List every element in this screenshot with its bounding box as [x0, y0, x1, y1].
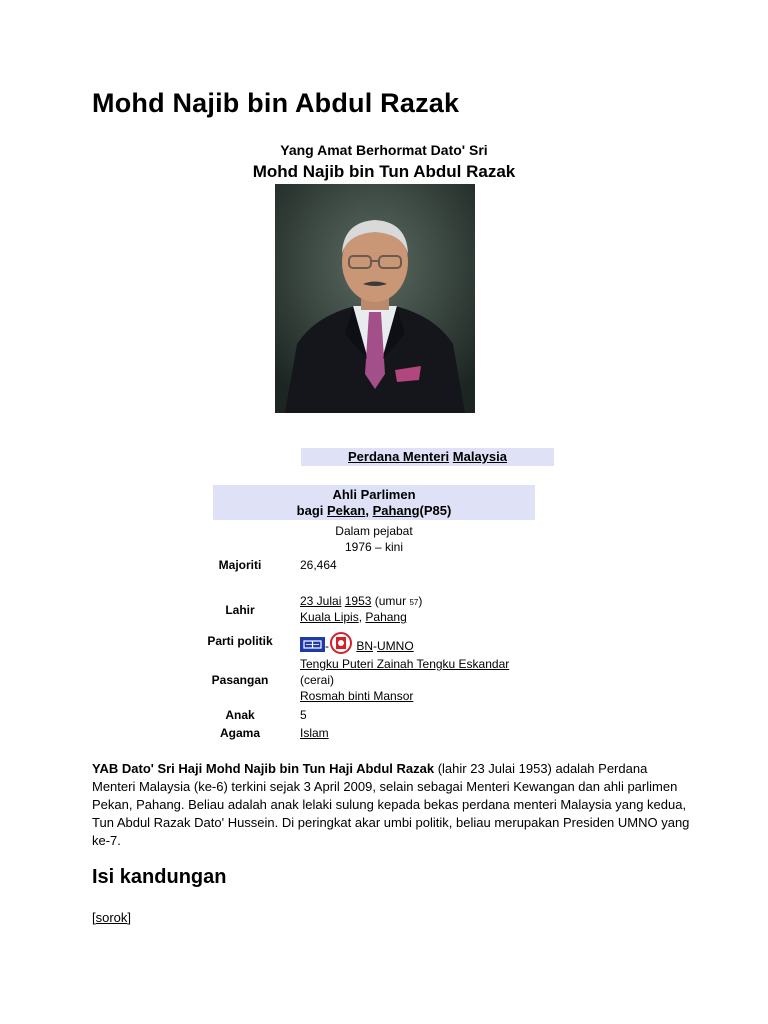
toc-hide-link[interactable]: sorok	[95, 910, 128, 925]
link-kuala-lipis[interactable]: Kuala Lipis	[300, 610, 359, 624]
umno-emblem-icon[interactable]	[329, 632, 353, 654]
party-dash: -	[325, 639, 329, 653]
value-agama	[300, 726, 329, 740]
in-office-label: Dalam pejabat	[335, 524, 413, 538]
office-parliament-constituency	[213, 503, 535, 519]
link-spouse-1[interactable]: Tengku Puteri Zainah Tengku Eskandar	[300, 657, 510, 671]
link-birth-day-month[interactable]: 23 Julai	[300, 594, 342, 608]
age-value: 57	[409, 598, 419, 607]
link-bn[interactable]: BN	[356, 639, 374, 653]
constituency-prefix: bagi	[296, 503, 328, 518]
link-perdana-menteri[interactable]: Perdana Menteri	[348, 449, 450, 464]
toc-close-bracket: ]	[127, 910, 132, 925]
link-spouse-2[interactable]: Rosmah binti Mansor	[300, 689, 414, 703]
value-spouse-1	[300, 657, 509, 671]
label-parti-politik: Parti politik	[207, 634, 273, 648]
label-agama: Agama	[219, 726, 260, 740]
link-birth-year[interactable]: 1953	[344, 594, 372, 608]
party-dash-2: -	[373, 639, 378, 653]
value-birth-date	[300, 594, 422, 608]
label-lahir: Lahir	[225, 603, 255, 617]
portrait-illustration	[275, 184, 475, 413]
value-parti-politik	[300, 632, 414, 654]
in-office-years: 1976 – kini	[344, 540, 404, 554]
office-parliament-title: Ahli Parlimen	[332, 487, 416, 502]
portrait-photo	[275, 184, 475, 413]
age-suffix: )	[418, 594, 423, 608]
label-majoriti: Majoriti	[218, 558, 262, 572]
link-umno[interactable]: UMNO	[377, 639, 414, 653]
birth-place-separator: ,	[358, 610, 366, 624]
label-pasangan: Pasangan	[211, 673, 269, 687]
infobox-office-prime-minister	[301, 448, 554, 466]
value-anak: 5	[300, 708, 307, 722]
bn-flag-icon[interactable]	[300, 637, 325, 652]
constituency-code: (P85)	[419, 503, 452, 518]
infobox-honorific: Yang Amat Berhormat Dato' Sri	[280, 142, 488, 158]
link-pahang[interactable]: Pahang	[372, 503, 420, 518]
infobox-full-name: Mohd Najib bin Tun Abdul Razak	[252, 162, 516, 181]
toc-toggle	[92, 910, 131, 925]
infobox-office-parliament	[213, 485, 535, 520]
value-spouse-2	[300, 689, 413, 703]
intro-bold-name: YAB Dato' Sri Haji Mohd Najib bin Tun Haji Abdul Razak	[92, 761, 435, 776]
link-malaysia[interactable]: Malaysia	[452, 449, 507, 464]
link-islam[interactable]: Islam	[300, 726, 329, 740]
toc-heading: Isi kandungan	[92, 866, 227, 888]
page-title: Mohd Najib bin Abdul Razak	[92, 88, 460, 118]
constituency-separator: ,	[365, 503, 373, 518]
link-birth-state-pahang[interactable]: Pahang	[365, 610, 407, 624]
toc-open-bracket: [	[92, 910, 96, 925]
link-pekan[interactable]: Pekan	[327, 503, 366, 518]
age-prefix: (umur	[374, 594, 407, 608]
label-anak: Anak	[225, 708, 255, 722]
intro-paragraph	[92, 760, 692, 850]
intro-text: (lahir 23 Julai 1953) adalah Perdana Menteri Malaysia (ke-6) terkini sejak 3 April 2009, selain sebagai Menteri Kewangan dan ahli parlimen Pekan, Pahang. Beliau adalah anak lelaki sulung kepada bekas perdana menteri Malaysia yang kedua, Tun Abdul Razak Dato' Hussein. Di peringkat akar umbi politik, beliau merupakan Presiden UMNO yang ke-7.	[92, 761, 690, 848]
value-majoriti: 26,464	[300, 558, 337, 572]
value-birth-place	[300, 610, 407, 624]
value-spouse-1-note: (cerai)	[300, 673, 335, 687]
